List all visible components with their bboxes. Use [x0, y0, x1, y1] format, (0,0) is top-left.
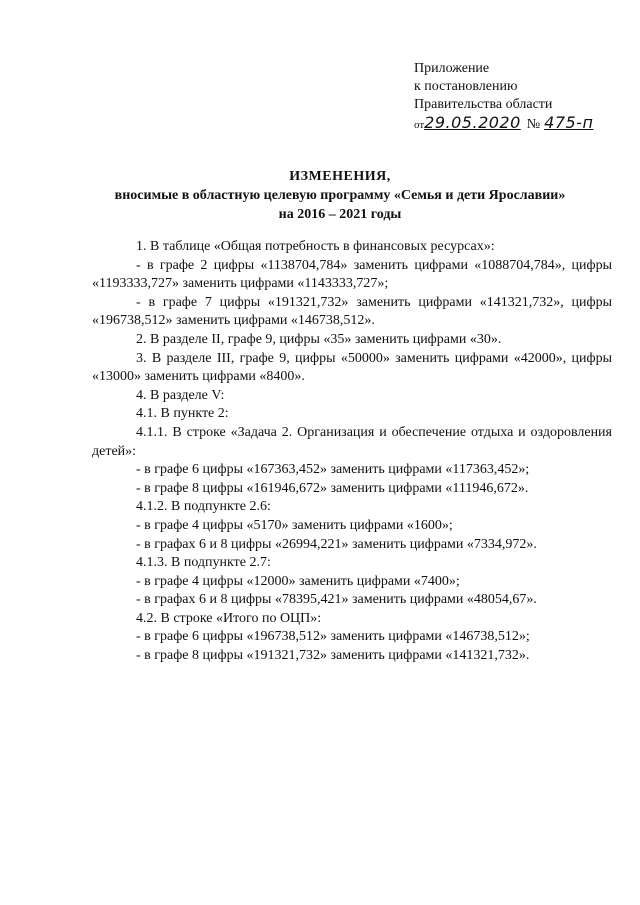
appendix-header — [414, 60, 593, 134]
paragraph-18: - в графе 6 цифры «196738,512» заменить цифрами «146738,512»; — [136, 629, 530, 645]
from-label: от — [414, 119, 425, 131]
paragraph-3: - в графе 7 цифры «191321,732» заменить цифрами «141321,732», цифры «196738,512» заменить цифрами «146738,512». — [92, 294, 612, 329]
paragraph-8: 4.1.1. В строке «Задача 2. Организация и обеспечение отдыха и оздоровления детей»: — [92, 424, 612, 459]
appendix-date-line — [414, 114, 593, 134]
paragraph-9: - в графе 6 цифры «167363,452» заменить цифрами «117363,452»; — [136, 462, 530, 478]
paragraph-16: - в графах 6 и 8 цифры «78395,421» заменить цифрами «48054,67». — [136, 592, 537, 608]
paragraph-14: 4.1.3. В подпункте 2.7: — [136, 555, 271, 571]
paragraph-19: - в графе 8 цифры «191321,732» заменить цифрами «141321,732». — [136, 648, 530, 664]
title-line-3: на 2016 – 2021 годы — [278, 207, 402, 222]
handwritten-date: 29.05.2020 — [424, 113, 521, 132]
handwritten-number: 475-п — [544, 113, 594, 132]
paragraph-4: 2. В разделе II, графе 9, цифры «35» заменить цифрами «30». — [136, 331, 502, 347]
paragraph-6: 4. В разделе V: — [136, 387, 225, 403]
paragraph-10: - в графе 8 цифры «161946,672» заменить цифрами «111946,672». — [136, 480, 529, 496]
appendix-line-2: к постановлению — [414, 79, 518, 94]
paragraph-1: 1. В таблице «Общая потребность в финансовых ресурсах»: — [136, 239, 495, 254]
appendix-line-1: Приложение — [414, 61, 490, 76]
paragraph-13: - в графах 6 и 8 цифры «26994,221» заменить цифрами «7334,972». — [136, 536, 537, 552]
paragraph-15: - в графе 4 цифры «12000» заменить цифрами «7400»; — [136, 573, 460, 589]
document-body — [92, 238, 612, 666]
number-sign: № — [526, 117, 541, 132]
paragraph-17: 4.2. В строке «Итого по ОЦП»: — [136, 610, 322, 626]
title-line-2: вносимые в областную целевую программу «Семья и дети Ярославии» — [114, 188, 566, 203]
title-line-1: ИЗМЕНЕНИЯ, — [289, 169, 391, 184]
paragraph-7: 4.1. В пункте 2: — [136, 406, 229, 422]
paragraph-11: 4.1.2. В подпункте 2.6: — [136, 499, 271, 515]
paragraph-5: 3. В разделе III, графе 9, цифры «50000» заменить цифрами «42000», цифры «13000» заменить цифрами «8400». — [92, 350, 612, 385]
document-title — [80, 167, 600, 224]
paragraph-2: - в графе 2 цифры «1138704,784» заменить цифрами «1088704,784», цифры «1193333,727» заменить цифрами «1143333,727»; — [92, 257, 612, 292]
paragraph-12: - в графе 4 цифры «5170» заменить цифрами «1600»; — [136, 517, 453, 533]
appendix-line-3: Правительства области — [414, 97, 553, 112]
